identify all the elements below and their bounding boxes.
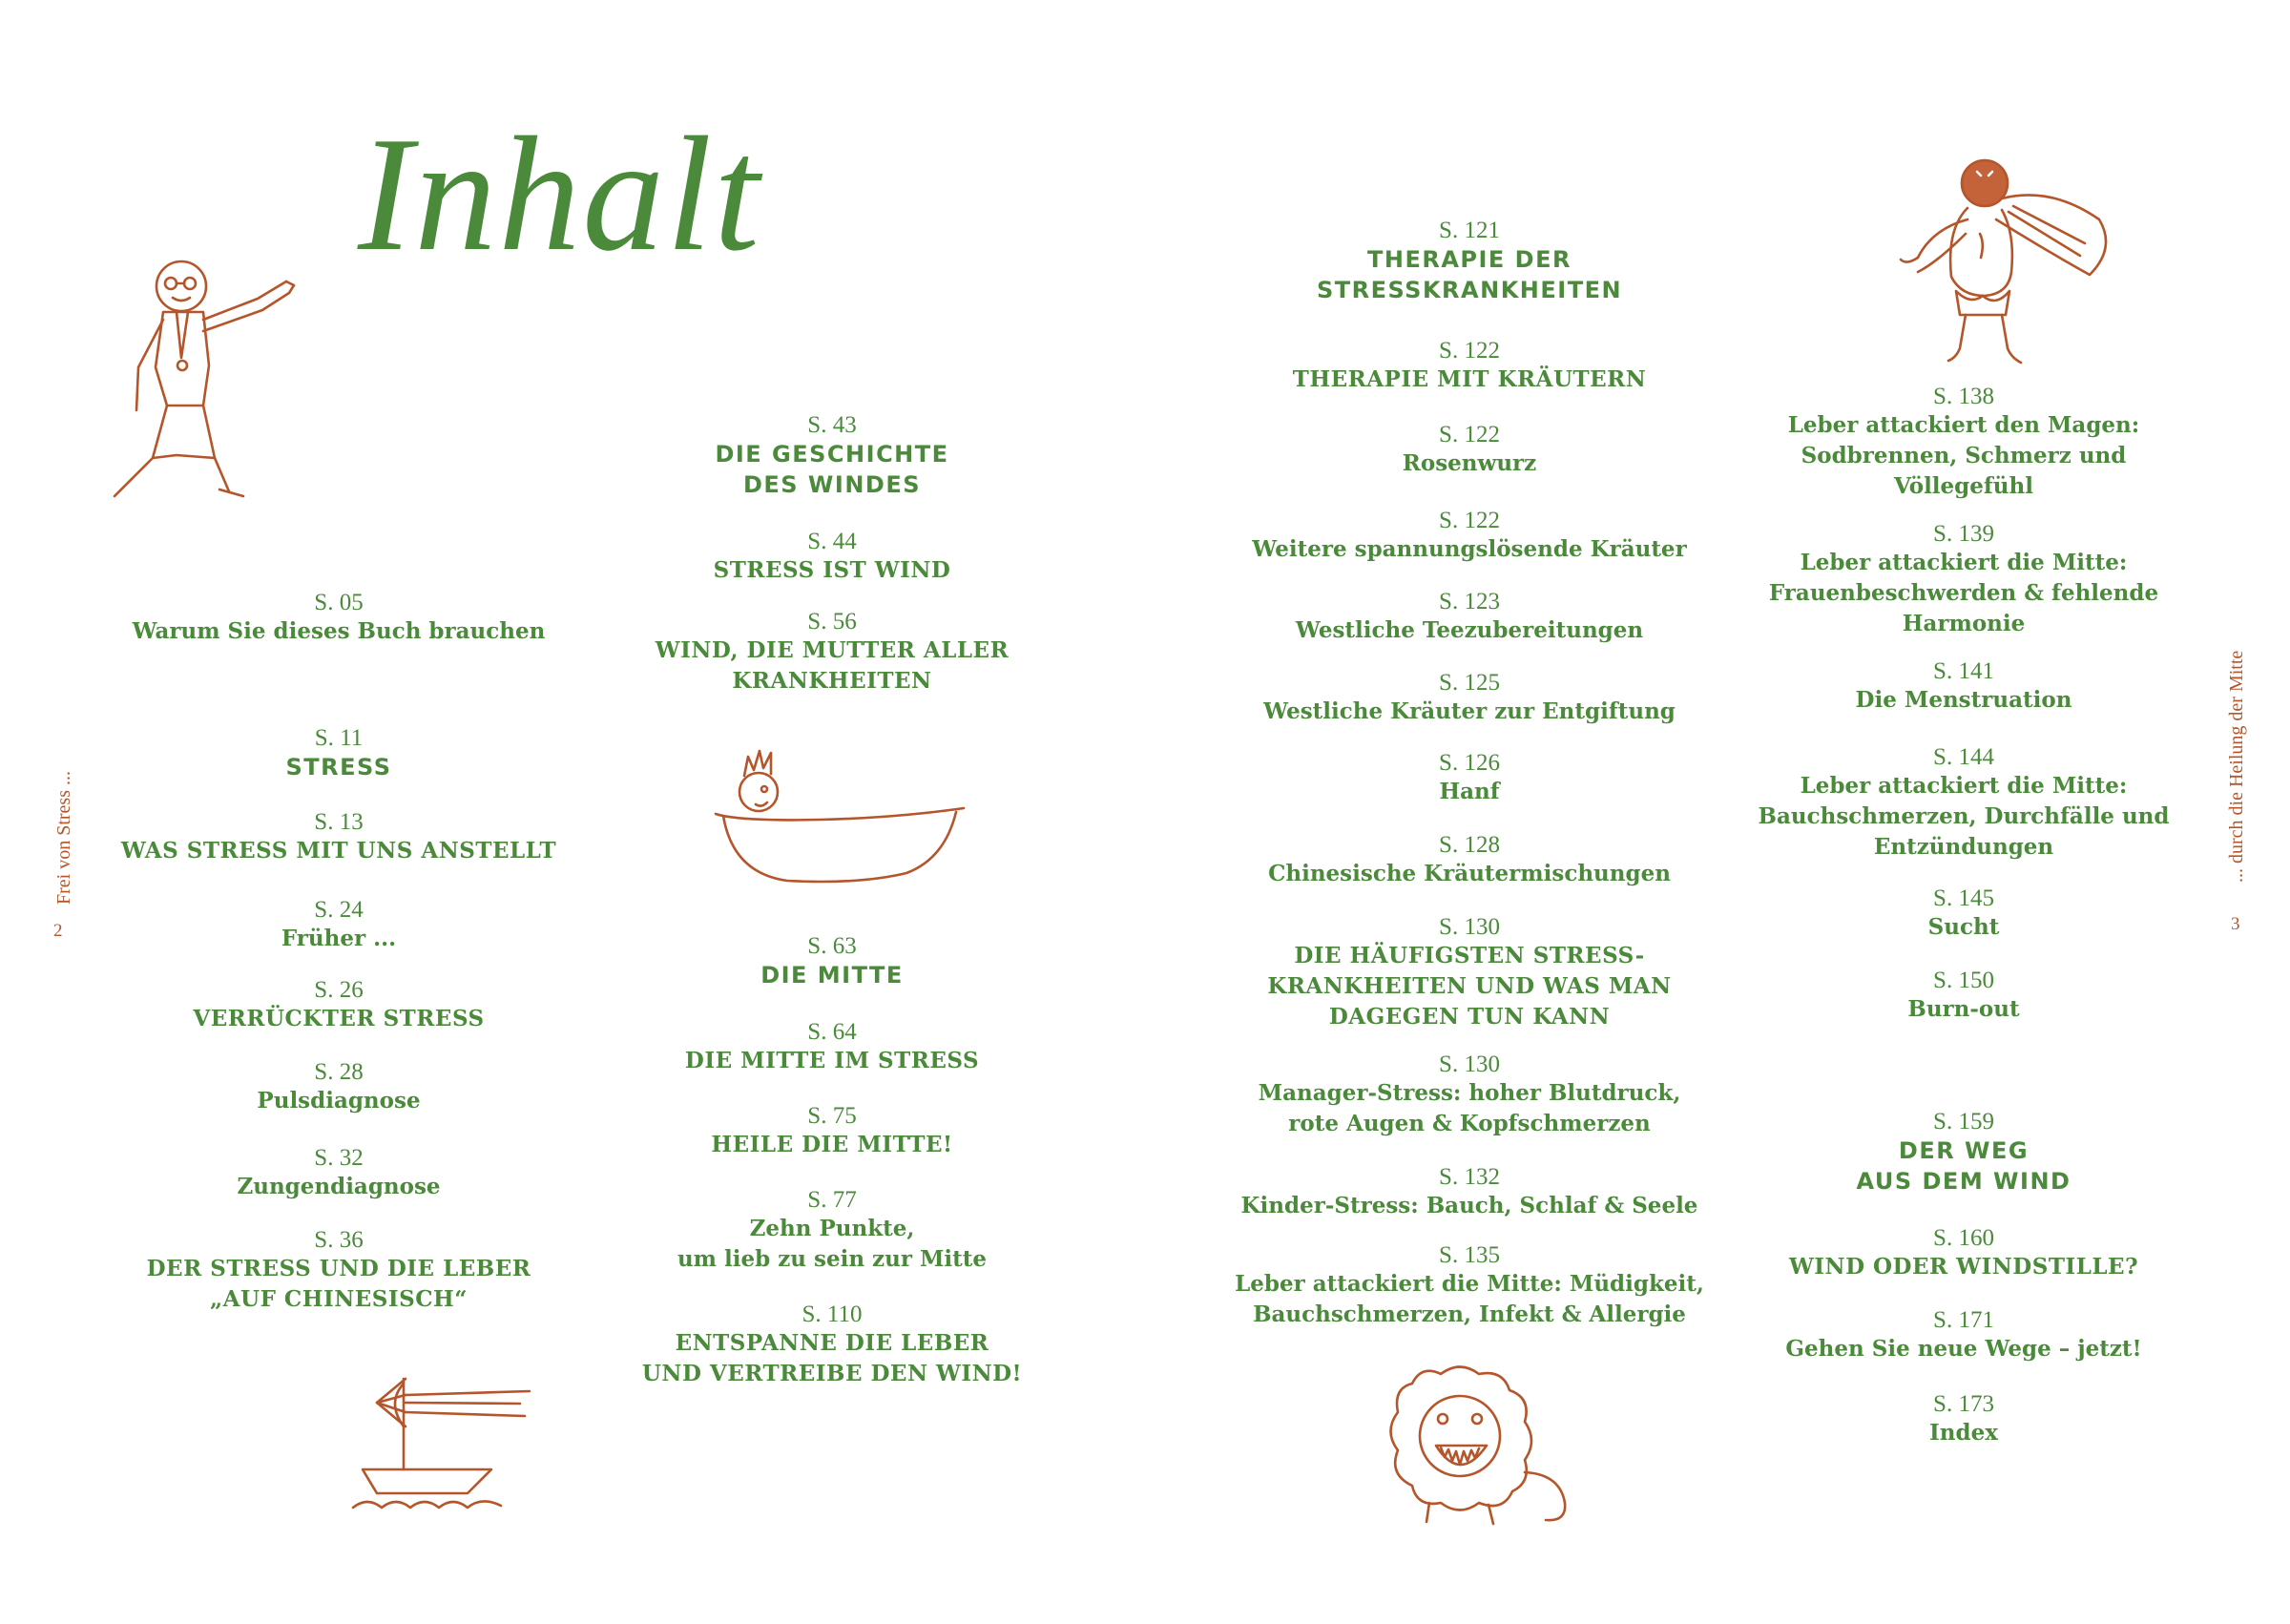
entry-title: Leber attackiert den Magen: Sodbrennen, Schmerz und Völlegefühl xyxy=(1787,412,2140,499)
entry-title: Gehen Sie neue Wege – jetzt! xyxy=(1785,1336,2142,1362)
entry-title: Leber attackiert die Mitte: Frauenbeschwerden & fehlende Harmonie xyxy=(1768,550,2159,636)
toc-entry xyxy=(91,1059,587,1116)
toc-entry xyxy=(584,609,1080,697)
toc-entry xyxy=(1221,422,1718,479)
entry-title: Sucht xyxy=(1927,914,2000,940)
page-ref: S. 150 xyxy=(1933,968,1994,993)
page-title: Inhalt xyxy=(358,104,761,285)
toc-entry xyxy=(91,977,587,1034)
page-ref: S. 56 xyxy=(807,609,857,635)
page-ref: S. 63 xyxy=(807,933,857,959)
toc-entry xyxy=(1221,750,1718,807)
page-ref: S. 125 xyxy=(1439,670,1500,696)
toc-entry xyxy=(1716,1109,2212,1197)
toc-entry xyxy=(584,1187,1080,1275)
toc-entry xyxy=(1716,384,2212,502)
toc-entry xyxy=(584,1019,1080,1076)
page-ref: S. 64 xyxy=(807,1019,857,1045)
page-ref: S. 130 xyxy=(1439,914,1500,940)
toc-entry xyxy=(584,933,1080,990)
page-ref: S. 44 xyxy=(807,529,857,554)
page-ref: S. 110 xyxy=(802,1301,863,1327)
right-page xyxy=(1145,0,2290,1624)
entry-title: WAS STRESS MIT UNS ANSTELLT xyxy=(120,838,557,864)
toc-entry xyxy=(1221,1164,1718,1221)
toc-entry xyxy=(584,1103,1080,1160)
pointing-man-doodle xyxy=(100,253,301,506)
toc-entry xyxy=(1221,338,1718,395)
toc-entry xyxy=(1221,1242,1718,1330)
toc-entry xyxy=(584,412,1080,500)
page-ref: S. 28 xyxy=(314,1059,364,1085)
page-ref: S. 32 xyxy=(314,1145,364,1171)
entry-title: HEILE DIE MITTE! xyxy=(711,1132,953,1157)
entry-title: Burn-out xyxy=(1907,996,2020,1022)
page-ref: S. 139 xyxy=(1933,521,1994,547)
entry-title: DIE MITTE xyxy=(760,962,904,989)
entry-title: Westliche Teezubereitungen xyxy=(1295,617,1644,643)
page-ref: S. 122 xyxy=(1439,338,1500,364)
toc-entry xyxy=(91,725,587,782)
arrow-boat-doodle xyxy=(348,1374,539,1517)
entry-title: Chinesische Kräutermischungen xyxy=(1268,861,1671,886)
left-page-number: 2 xyxy=(53,921,63,941)
page-ref: S. 144 xyxy=(1933,744,1994,770)
lion-face-doodle xyxy=(1384,1360,1574,1536)
entry-title: Weitere spannungslösende Kräuter xyxy=(1252,536,1687,562)
entry-title: Westliche Kräuter zur Entgiftung xyxy=(1263,698,1676,724)
toc-entry xyxy=(1716,1307,2212,1364)
entry-title: Pulsdiagnose xyxy=(257,1088,421,1114)
entry-title: Hanf xyxy=(1439,779,1500,804)
toc-entry xyxy=(1716,521,2212,639)
toc-entry xyxy=(91,897,587,954)
toc-entry xyxy=(1221,589,1718,646)
toc-entry xyxy=(91,1227,587,1315)
entry-title: DIE GESCHICHTE DES WINDES xyxy=(715,441,949,498)
toc-entry xyxy=(1716,1225,2212,1282)
entry-title: Die Menstruation xyxy=(1855,687,2072,713)
page-ref: S. 121 xyxy=(1439,218,1500,243)
page-ref: S. 173 xyxy=(1933,1391,1994,1417)
entry-title: WIND, DIE MUTTER ALLER KRANKHEITEN xyxy=(655,637,1010,694)
entry-title: DER STRESS UND DIE LEBER „AUF CHINESISCH“ xyxy=(146,1256,531,1312)
entry-title: DIE MITTE IM STRESS xyxy=(684,1048,980,1073)
entry-title: Zungendiagnose xyxy=(237,1174,441,1199)
entry-title: Früher ... xyxy=(281,926,397,951)
entry-title: DIE HÄUFIGSTEN STRESS- KRANKHEITEN UND WAS MAN DAGEGEN TUN KANN xyxy=(1267,943,1672,1030)
entry-title: Leber attackiert die Mitte: Bauchschmerzen, Durchfälle und Entzündungen xyxy=(1758,773,2170,860)
winged-figure-doodle xyxy=(1889,153,2118,372)
page-ref: S. 122 xyxy=(1439,422,1500,448)
page-ref: S. 13 xyxy=(314,809,364,835)
toc-entry xyxy=(1716,1391,2212,1448)
page-ref: S. 128 xyxy=(1439,832,1500,858)
toc-entry xyxy=(91,809,587,866)
page-ref: S. 122 xyxy=(1439,508,1500,533)
page-ref: S. 130 xyxy=(1439,1051,1500,1077)
page-ref: S. 138 xyxy=(1933,384,1994,409)
toc-entry xyxy=(584,1301,1080,1389)
page-ref: S. 159 xyxy=(1933,1109,1994,1135)
toc-entry xyxy=(1221,218,1718,305)
entry-title: Rosenwurz xyxy=(1402,450,1537,476)
page-ref: S. 141 xyxy=(1933,658,1994,684)
page-ref: S. 75 xyxy=(807,1103,857,1129)
toc-entry xyxy=(1221,670,1718,727)
right-page-number: 3 xyxy=(2231,914,2240,934)
entry-title: STRESS xyxy=(285,754,392,781)
page-ref: S. 43 xyxy=(807,412,857,438)
entry-title: THERAPIE MIT KRÄUTERN xyxy=(1292,366,1647,392)
toc-entry xyxy=(91,1145,587,1202)
entry-title: Warum Sie dieses Buch brauchen xyxy=(132,618,546,644)
entry-title: ENTSPANNE DIE LEBER UND VERTREIBE DEN WIND! xyxy=(641,1330,1023,1386)
toc-entry xyxy=(584,529,1080,586)
entry-title: VERRÜCKTER STRESS xyxy=(193,1006,485,1031)
toc-entry xyxy=(1716,744,2212,863)
toc-entry xyxy=(1221,832,1718,889)
toc-entry xyxy=(1716,658,2212,716)
page-ref: S. 26 xyxy=(314,977,364,1003)
left-running-head: Frei von Stress ... xyxy=(53,771,74,905)
toc-entry xyxy=(91,590,587,647)
page-ref: S. 36 xyxy=(314,1227,364,1253)
page-ref: S. 126 xyxy=(1439,750,1500,776)
page-ref: S. 24 xyxy=(314,897,364,923)
man-in-bathtub-doodle xyxy=(706,739,973,892)
page-ref: S. 145 xyxy=(1933,885,1994,911)
toc-entry xyxy=(1221,508,1718,565)
toc-entry xyxy=(1221,914,1718,1032)
page-ref: S. 160 xyxy=(1933,1225,1994,1251)
entry-title: WIND ODER WINDSTILLE? xyxy=(1788,1254,2139,1280)
page-ref: S. 171 xyxy=(1933,1307,1994,1333)
toc-entry xyxy=(1716,885,2212,943)
entry-title: STRESS IST WIND xyxy=(713,557,951,583)
entry-title: Kinder-Stress: Bauch, Schlaf & Seele xyxy=(1240,1193,1698,1218)
right-running-head: ... durch die Heilung der Mitte xyxy=(2226,650,2247,883)
toc-entry xyxy=(1221,1051,1718,1139)
page-ref: S. 05 xyxy=(314,590,364,615)
entry-title: Zehn Punkte, um lieb zu sein zur Mitte xyxy=(677,1216,988,1272)
entry-title: DER WEG AUS DEM WIND xyxy=(1856,1137,2071,1195)
page-ref: S. 123 xyxy=(1439,589,1500,614)
entry-title: Manager-Stress: hoher Blutdruck, rote Augen & Kopfschmerzen xyxy=(1258,1080,1681,1136)
entry-title: THERAPIE DER STRESSKRANKHEITEN xyxy=(1316,246,1623,303)
page-ref: S. 11 xyxy=(314,725,364,751)
page-ref: S. 77 xyxy=(807,1187,857,1213)
page-ref: S. 135 xyxy=(1439,1242,1500,1268)
entry-title: Leber attackiert die Mitte: Müdigkeit, Bauchschmerzen, Infekt & Allergie xyxy=(1235,1271,1704,1327)
toc-entry xyxy=(1716,968,2212,1025)
entry-title: Index xyxy=(1929,1420,1998,1446)
page-ref: S. 132 xyxy=(1439,1164,1500,1190)
